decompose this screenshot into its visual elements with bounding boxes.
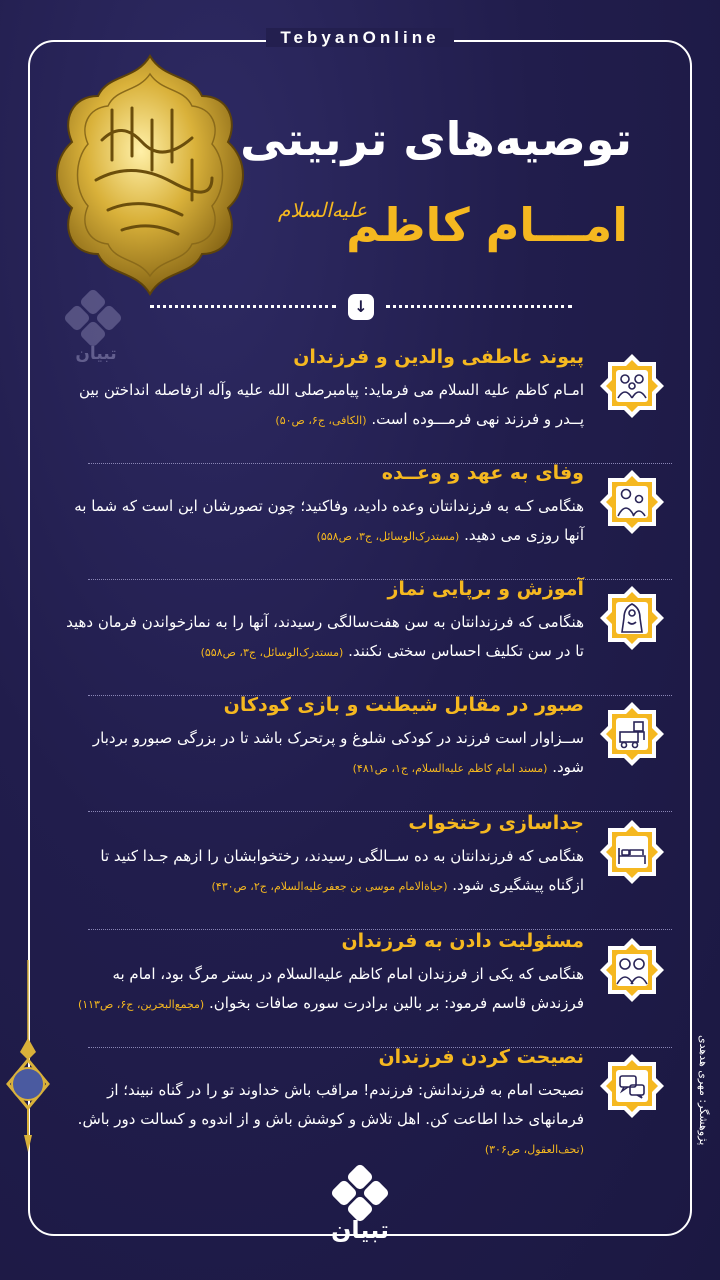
watermark-logo-text: تبیان xyxy=(75,344,117,364)
section-3 xyxy=(48,578,672,696)
section-title: وفای به عهد و وعــده xyxy=(381,462,584,484)
section-body xyxy=(64,376,584,435)
researcher-credit: پژوهشگر: مهری هدهدی xyxy=(697,1034,710,1146)
section-reference: (مجمع‌البحرین، ج۶، ص۱۱۳) xyxy=(77,998,205,1011)
section-body xyxy=(64,960,584,1019)
toys-icon xyxy=(598,700,666,768)
section-text: هنگامی که فرزندانتان به ده ســالگی رسیدند، رختخوابشان را ازهم جـدا کنید تا ازگناه پیشگیری شود. xyxy=(100,847,584,894)
section-title: صبور در مقابل شیطنت و بازی کودکان xyxy=(223,694,584,716)
section-text: نصیحت امام به فرزندانش: فرزندم! مراقب باش خداوند تو را در گناه نبیند؛ از فرمانهای خدا اطاعت کن. اهل تلاش و کوشش باش و از اندوه و کسالت دور باش. xyxy=(77,1081,584,1128)
section-title: پیوند عاطفی والدین و فرزندان xyxy=(293,346,584,368)
section-7 xyxy=(48,1046,672,1158)
praying-icon xyxy=(598,584,666,652)
section-1 xyxy=(48,346,672,464)
golden-medallion-icon xyxy=(52,50,248,300)
section-body xyxy=(64,842,584,901)
section-title: نصیحت کردن فرزندان xyxy=(378,1046,584,1068)
title-imam: امـــام کاظم xyxy=(346,198,628,252)
dotted-line-right xyxy=(386,305,572,308)
section-body xyxy=(64,608,584,667)
section-reference: (مسند امام کاظم علیه‌السلام، ج۱، ص۴۸۱) xyxy=(352,762,548,775)
section-text: هنگامی کـه به فرزندانتان وعده دادید، وفاکنید؛ چون تصورشان این است که شما به آنها روزی می دهید. xyxy=(74,497,584,544)
elders-icon xyxy=(598,936,666,1004)
section-title: جداسازی رختخواب xyxy=(408,812,584,834)
section-6 xyxy=(48,930,672,1048)
section-title: مسئولیت دادن به فرزندان xyxy=(341,930,584,952)
section-body xyxy=(64,1076,584,1164)
section-5 xyxy=(48,812,672,930)
section-reference: (مستدرک‌الوسائل، ج۳، ص۵۵۸) xyxy=(316,530,460,543)
section-reference: (تحف‌العقول، ص۳۰۶) xyxy=(484,1143,584,1156)
section-body xyxy=(64,492,584,551)
brand-header xyxy=(0,28,720,48)
bed-icon xyxy=(598,818,666,886)
chat-icon xyxy=(598,1052,666,1120)
section-reference: (مستدرک‌الوسائل، ج۳، ص۵۵۸) xyxy=(200,646,344,659)
arrow-down-icon: ↓ xyxy=(348,294,374,320)
section-reference: (حیاة‌الامام موسی بن جعفرعلیه‌السلام، ج۲، ص۴۳۰) xyxy=(211,880,448,893)
section-text: هنگامی که فرزندانتان به سن هفت‌سالگی رسیدند، آنها را به نمازخواندن فرمان دهید تا در سن تکلیف احساس سختی نکنند. xyxy=(66,613,584,660)
dotted-line-left xyxy=(150,305,336,308)
salam-calligraphy: علیه‌السلام xyxy=(278,198,368,222)
section-2 xyxy=(48,462,672,580)
section-text: امـام کاظم علیه السلام می فرماید: پیامبرصلی الله علیه وآله ازفاصله انداختن بین پــدر و فرزند نهی فرمـــوده است. xyxy=(78,381,584,428)
brand-name: TebyanOnline xyxy=(266,28,453,47)
section-4 xyxy=(48,694,672,812)
tebyan-logo-text: تبیان xyxy=(330,1216,390,1244)
family-icon xyxy=(598,352,666,420)
parent-child-icon xyxy=(598,468,666,536)
section-text: هنگامی که یکی از فرزندان امام کاظم علیه‌السلام در بستر مرگ بود، امام به فرزندش قاسم فرمود: بر بالین برادرت سوره صافات بخوان. xyxy=(112,965,584,1012)
section-text: ســزاوار است فرزند در کودکی شلوغ و پرتحرک باشد تا در بزرگی صبورو بردبار شود. xyxy=(92,729,584,776)
section-reference: (الکافی، ج۶، ص۵۰) xyxy=(275,414,367,427)
lantern-ornament-icon xyxy=(2,960,54,1160)
section-title: آموزش و برپایی نماز xyxy=(387,578,584,600)
section-body xyxy=(64,724,584,783)
title-main: توصیه‌های تربیتی xyxy=(240,112,632,166)
